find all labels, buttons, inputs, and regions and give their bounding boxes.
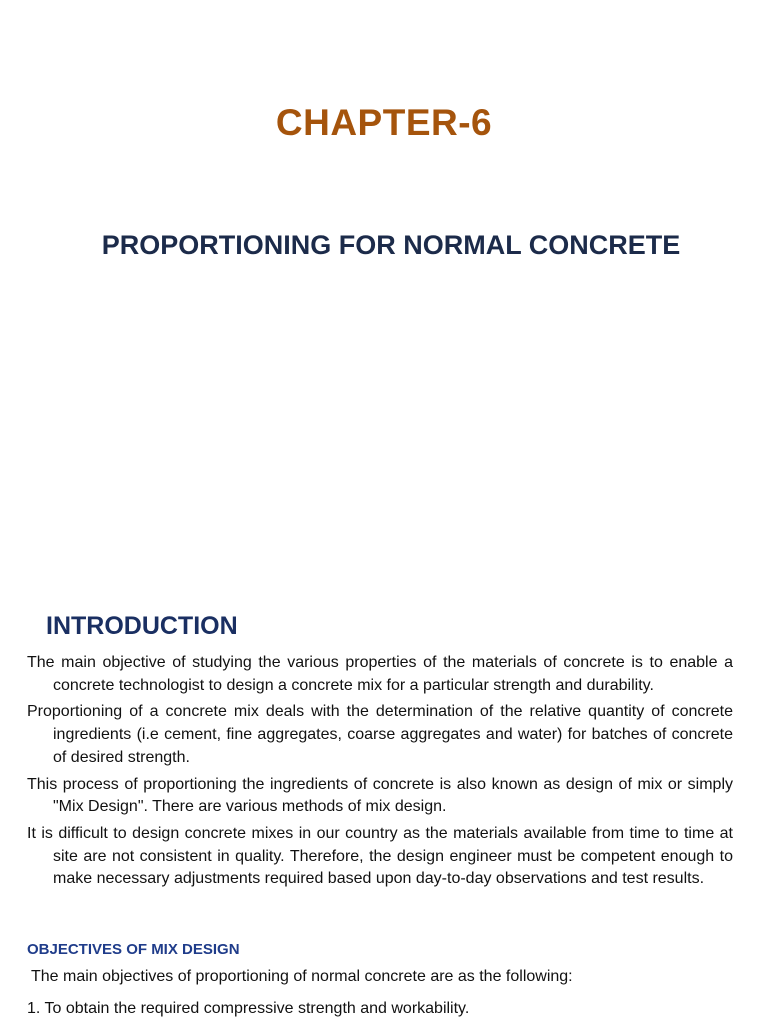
chapter-title: CHAPTER-6 [275, 102, 493, 143]
objectives-heading: OBJECTIVES OF MIX DESIGN [27, 941, 240, 958]
objectives-intro: The main objectives of proportioning of normal concrete are as the following: [31, 968, 573, 985]
chapter-subtitle: PROPORTIONING FOR NORMAL CONCRETE [101, 230, 681, 260]
introduction-paragraph-4: It is difficult to design concrete mixes in our country as the materials available from time to time at site are not consistent in quality. Therefore, the design engineer must be competent enough to make necessary adjustments required based upon day-to-day observations and test results. [27, 824, 733, 888]
introduction-heading: INTRODUCTION [46, 612, 238, 640]
introduction-paragraph-3: This process of proportioning the ingredients of concrete is also known as design of mix or simply "Mix Design". There are various methods of mix design. [27, 775, 733, 816]
introduction-paragraph-2: Proportioning of a concrete mix deals with the determination of the relative quantity of concrete ingredients (i.e cement, fine aggregates, coarse aggregates and water) for batches of concrete of desired strength. [27, 703, 733, 766]
introduction-paragraph-1: The main objective of studying the various properties of the materials of concrete is to enable a concrete technologist to design a concrete mix for a particular strength and durability. [27, 654, 733, 694]
objective-item-1: 1. To obtain the required compressive strength and workability. [27, 1000, 470, 1017]
introduction-body [27, 652, 733, 895]
